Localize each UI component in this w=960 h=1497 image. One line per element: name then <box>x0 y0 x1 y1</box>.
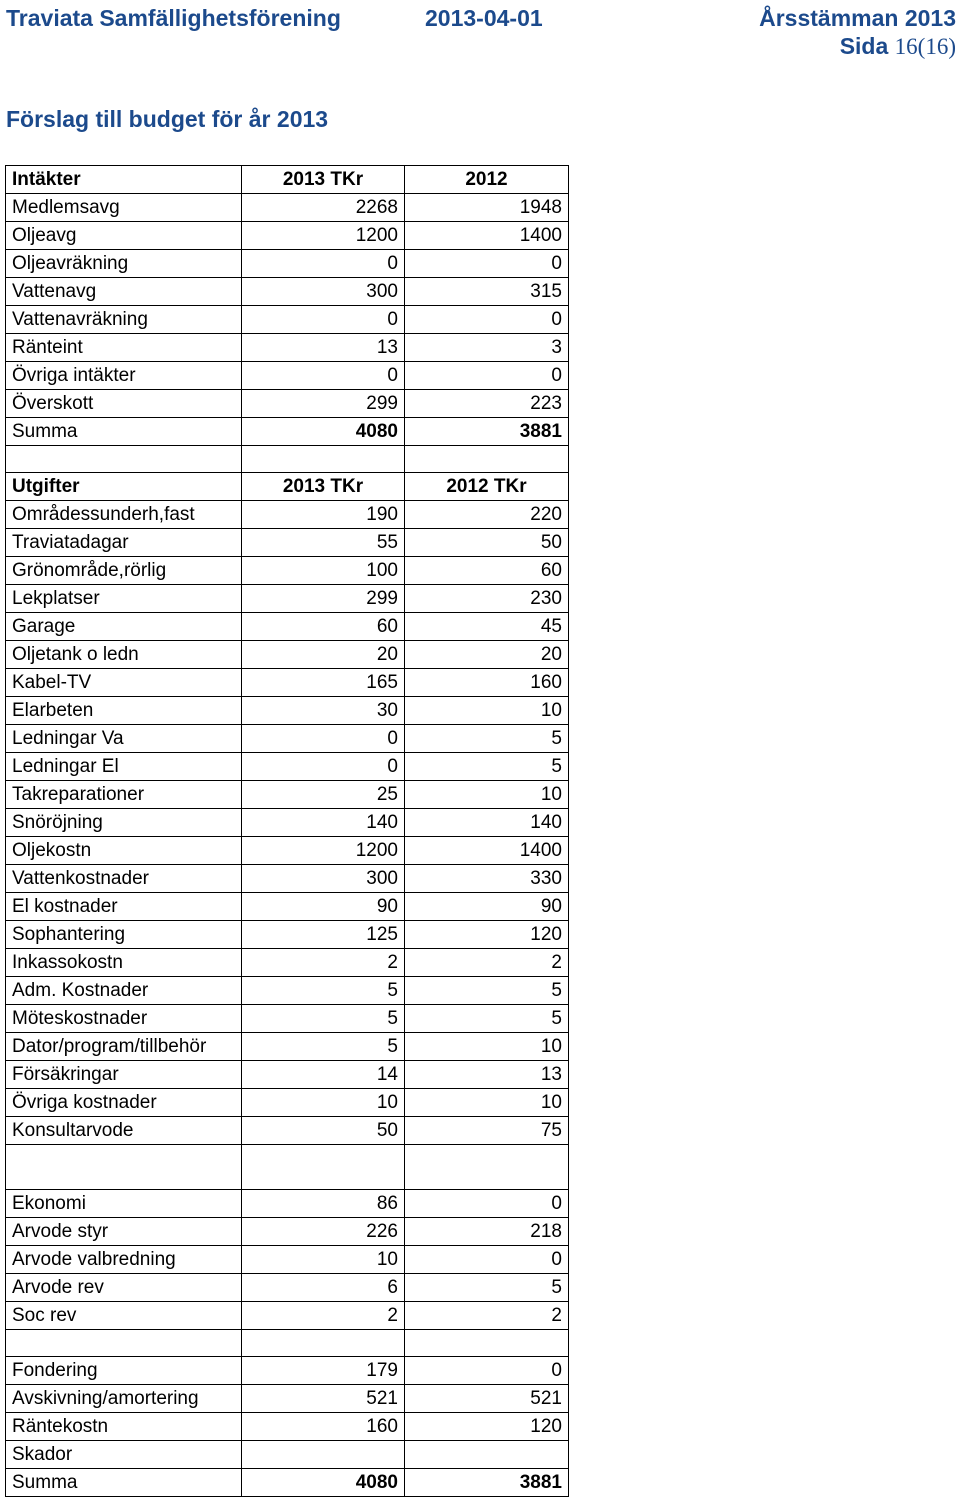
value-2012: 2 <box>405 949 569 977</box>
value-2013: 5 <box>242 1033 405 1061</box>
value-2013: 86 <box>242 1190 405 1218</box>
expense-row <box>6 1033 569 1061</box>
value-2012: 0 <box>405 1246 569 1274</box>
value-2012: 315 <box>405 278 569 306</box>
value-2013: 60 <box>242 613 405 641</box>
value-2013 <box>242 1441 405 1469</box>
row-label: Överskott <box>6 390 242 418</box>
expense-row <box>6 697 569 725</box>
row-label: Övriga kostnader <box>6 1089 242 1117</box>
row-label: Möteskostnader <box>6 1005 242 1033</box>
income-row <box>6 194 569 222</box>
value-2012: 5 <box>405 1005 569 1033</box>
row-label: Vattenkostnader <box>6 865 242 893</box>
value-2013: 165 <box>242 669 405 697</box>
expense-row <box>6 529 569 557</box>
value-2012 <box>405 1441 569 1469</box>
expense-row <box>6 837 569 865</box>
spacer-row <box>6 1330 569 1357</box>
fee-row <box>6 1274 569 1302</box>
expense-row <box>6 1005 569 1033</box>
expense-row <box>6 921 569 949</box>
expense-row <box>6 1061 569 1089</box>
page-total: (16) <box>917 34 956 59</box>
value-2012: 1400 <box>405 222 569 250</box>
value-2012: 60 <box>405 557 569 585</box>
expense-row <box>6 1089 569 1117</box>
row-label: Inkassokostn <box>6 949 242 977</box>
document-date: 2013-04-01 <box>425 5 543 31</box>
value-2012: 230 <box>405 585 569 613</box>
value-2013: 90 <box>242 893 405 921</box>
column-header-2013: 2013 TKr <box>242 166 405 194</box>
row-label: Områdessunderh,fast <box>6 501 242 529</box>
row-label: Sophantering <box>6 921 242 949</box>
expense-row <box>6 1117 569 1145</box>
income-total-row <box>6 418 569 446</box>
value-2013: 0 <box>242 753 405 781</box>
expense-row <box>6 781 569 809</box>
value-2013: 1200 <box>242 837 405 865</box>
row-label: Arvode styr <box>6 1218 242 1246</box>
income-row <box>6 222 569 250</box>
row-label: El kostnader <box>6 893 242 921</box>
expense-row <box>6 977 569 1005</box>
value-2012: 120 <box>405 921 569 949</box>
row-label: Soc rev <box>6 1302 242 1330</box>
budget-table-body <box>6 166 569 1497</box>
row-label: Fondering <box>6 1357 242 1385</box>
page-title: Förslag till budget för år 2013 <box>6 106 329 132</box>
value-2013: 30 <box>242 697 405 725</box>
expense-row <box>6 865 569 893</box>
income-row <box>6 390 569 418</box>
value-2013: 0 <box>242 362 405 390</box>
income-row <box>6 362 569 390</box>
column-header-2013: 2013 TKr <box>242 473 405 501</box>
empty-cell <box>405 1330 569 1357</box>
value-2012: 1948 <box>405 194 569 222</box>
expense-row <box>6 893 569 921</box>
value-2012: 160 <box>405 669 569 697</box>
value-2013: 226 <box>242 1218 405 1246</box>
value-2012: 330 <box>405 865 569 893</box>
value-2013: 299 <box>242 585 405 613</box>
spacer-row <box>6 1145 569 1190</box>
row-label: Garage <box>6 613 242 641</box>
value-2013: 25 <box>242 781 405 809</box>
expense-row <box>6 613 569 641</box>
value-2013: 100 <box>242 557 405 585</box>
table-header-row <box>6 473 569 501</box>
column-header-label: Utgifter <box>6 473 242 501</box>
row-label: Adm. Kostnader <box>6 977 242 1005</box>
value-2012: 3881 <box>405 418 569 446</box>
spacer-row <box>6 446 569 473</box>
value-2013: 4080 <box>242 418 405 446</box>
row-label: Oljekostn <box>6 837 242 865</box>
value-2013: 20 <box>242 641 405 669</box>
value-2012: 45 <box>405 613 569 641</box>
value-2013: 2268 <box>242 194 405 222</box>
empty-cell <box>242 1330 405 1357</box>
expense-row <box>6 669 569 697</box>
value-2013: 299 <box>242 390 405 418</box>
row-label: Ledningar Va <box>6 725 242 753</box>
expense-row <box>6 585 569 613</box>
value-2013: 190 <box>242 501 405 529</box>
fee-row <box>6 1218 569 1246</box>
row-label: Traviatadagar <box>6 529 242 557</box>
value-2013: 13 <box>242 334 405 362</box>
value-2013: 521 <box>242 1385 405 1413</box>
value-2013: 160 <box>242 1413 405 1441</box>
row-label: Vattenavg <box>6 278 242 306</box>
page-indicator <box>840 32 956 61</box>
value-2012: 5 <box>405 753 569 781</box>
row-label: Ränteint <box>6 334 242 362</box>
empty-cell <box>242 446 405 473</box>
value-2012: 1400 <box>405 837 569 865</box>
value-2012: 223 <box>405 390 569 418</box>
value-2012: 13 <box>405 1061 569 1089</box>
value-2012: 50 <box>405 529 569 557</box>
value-2013: 5 <box>242 977 405 1005</box>
value-2013: 10 <box>242 1089 405 1117</box>
row-label: Avskivning/amortering <box>6 1385 242 1413</box>
column-header-2012: 2012 TKr <box>405 473 569 501</box>
empty-cell <box>405 446 569 473</box>
row-label: Skador <box>6 1441 242 1469</box>
row-label: Summa <box>6 418 242 446</box>
value-2013: 2 <box>242 949 405 977</box>
empty-cell <box>405 1145 569 1190</box>
row-label: Vattenavräkning <box>6 306 242 334</box>
value-2012: 220 <box>405 501 569 529</box>
expense-row <box>6 949 569 977</box>
row-label: Räntekostn <box>6 1413 242 1441</box>
empty-cell <box>242 1145 405 1190</box>
income-row <box>6 250 569 278</box>
value-2013: 1200 <box>242 222 405 250</box>
income-row <box>6 334 569 362</box>
value-2013: 6 <box>242 1274 405 1302</box>
value-2012: 3 <box>405 334 569 362</box>
row-label: Försäkringar <box>6 1061 242 1089</box>
row-label: Arvode rev <box>6 1274 242 1302</box>
value-2013: 0 <box>242 306 405 334</box>
fee-row <box>6 1246 569 1274</box>
value-2013: 140 <box>242 809 405 837</box>
budget-table <box>5 165 569 1497</box>
fee-row <box>6 1302 569 1330</box>
value-2012: 0 <box>405 250 569 278</box>
value-2012: 2 <box>405 1302 569 1330</box>
row-label: Grönområde,rörlig <box>6 557 242 585</box>
row-label: Oljetank o ledn <box>6 641 242 669</box>
value-2012: 3881 <box>405 1469 569 1497</box>
expense-row <box>6 725 569 753</box>
value-2012: 10 <box>405 697 569 725</box>
grand-total-row <box>6 1469 569 1497</box>
fee-row <box>6 1190 569 1218</box>
value-2013: 0 <box>242 725 405 753</box>
empty-cell <box>6 1330 242 1357</box>
row-label: Elarbeten <box>6 697 242 725</box>
value-2013: 50 <box>242 1117 405 1145</box>
value-2013: 55 <box>242 529 405 557</box>
association-name: Traviata Samfällighetsförening <box>6 5 341 31</box>
value-2013: 4080 <box>242 1469 405 1497</box>
value-2012: 10 <box>405 1033 569 1061</box>
value-2012: 120 <box>405 1413 569 1441</box>
value-2013: 10 <box>242 1246 405 1274</box>
value-2012: 0 <box>405 1357 569 1385</box>
row-label: Oljeavräkning <box>6 250 242 278</box>
income-row <box>6 278 569 306</box>
value-2012: 5 <box>405 725 569 753</box>
row-label: Oljeavg <box>6 222 242 250</box>
value-2012: 218 <box>405 1218 569 1246</box>
expense-row <box>6 753 569 781</box>
row-label: Lekplatser <box>6 585 242 613</box>
expense-row <box>6 809 569 837</box>
value-2012: 521 <box>405 1385 569 1413</box>
income-row <box>6 306 569 334</box>
row-label: Ledningar El <box>6 753 242 781</box>
column-header-2012: 2012 <box>405 166 569 194</box>
value-2012: 10 <box>405 1089 569 1117</box>
value-2013: 0 <box>242 250 405 278</box>
row-label: Övriga intäkter <box>6 362 242 390</box>
row-label: Ekonomi <box>6 1190 242 1218</box>
meeting-name: Årsstämman 2013 <box>759 5 956 31</box>
page-number: 16 <box>894 34 918 59</box>
value-2012: 0 <box>405 1190 569 1218</box>
row-label: Takreparationer <box>6 781 242 809</box>
row-label: Snöröjning <box>6 809 242 837</box>
value-2012: 75 <box>405 1117 569 1145</box>
table-header-row <box>6 166 569 194</box>
column-header-label: Intäkter <box>6 166 242 194</box>
row-label: Arvode valbredning <box>6 1246 242 1274</box>
expense-row <box>6 557 569 585</box>
value-2012: 20 <box>405 641 569 669</box>
value-2013: 5 <box>242 1005 405 1033</box>
value-2012: 0 <box>405 362 569 390</box>
financing-row <box>6 1413 569 1441</box>
row-label: Dator/program/tillbehör <box>6 1033 242 1061</box>
expense-row <box>6 641 569 669</box>
financing-row <box>6 1441 569 1469</box>
value-2013: 125 <box>242 921 405 949</box>
value-2012: 5 <box>405 1274 569 1302</box>
empty-cell <box>6 1145 242 1190</box>
value-2012: 140 <box>405 809 569 837</box>
row-label: Kabel-TV <box>6 669 242 697</box>
value-2012: 5 <box>405 977 569 1005</box>
empty-cell <box>6 446 242 473</box>
value-2013: 300 <box>242 865 405 893</box>
value-2012: 90 <box>405 893 569 921</box>
financing-row <box>6 1357 569 1385</box>
value-2013: 300 <box>242 278 405 306</box>
financing-row <box>6 1385 569 1413</box>
row-label: Medlemsavg <box>6 194 242 222</box>
row-label: Summa <box>6 1469 242 1497</box>
value-2013: 14 <box>242 1061 405 1089</box>
value-2012: 0 <box>405 306 569 334</box>
value-2013: 179 <box>242 1357 405 1385</box>
page-label: Sida <box>839 33 889 59</box>
expense-row <box>6 501 569 529</box>
value-2012: 10 <box>405 781 569 809</box>
row-label: Konsultarvode <box>6 1117 242 1145</box>
value-2013: 2 <box>242 1302 405 1330</box>
